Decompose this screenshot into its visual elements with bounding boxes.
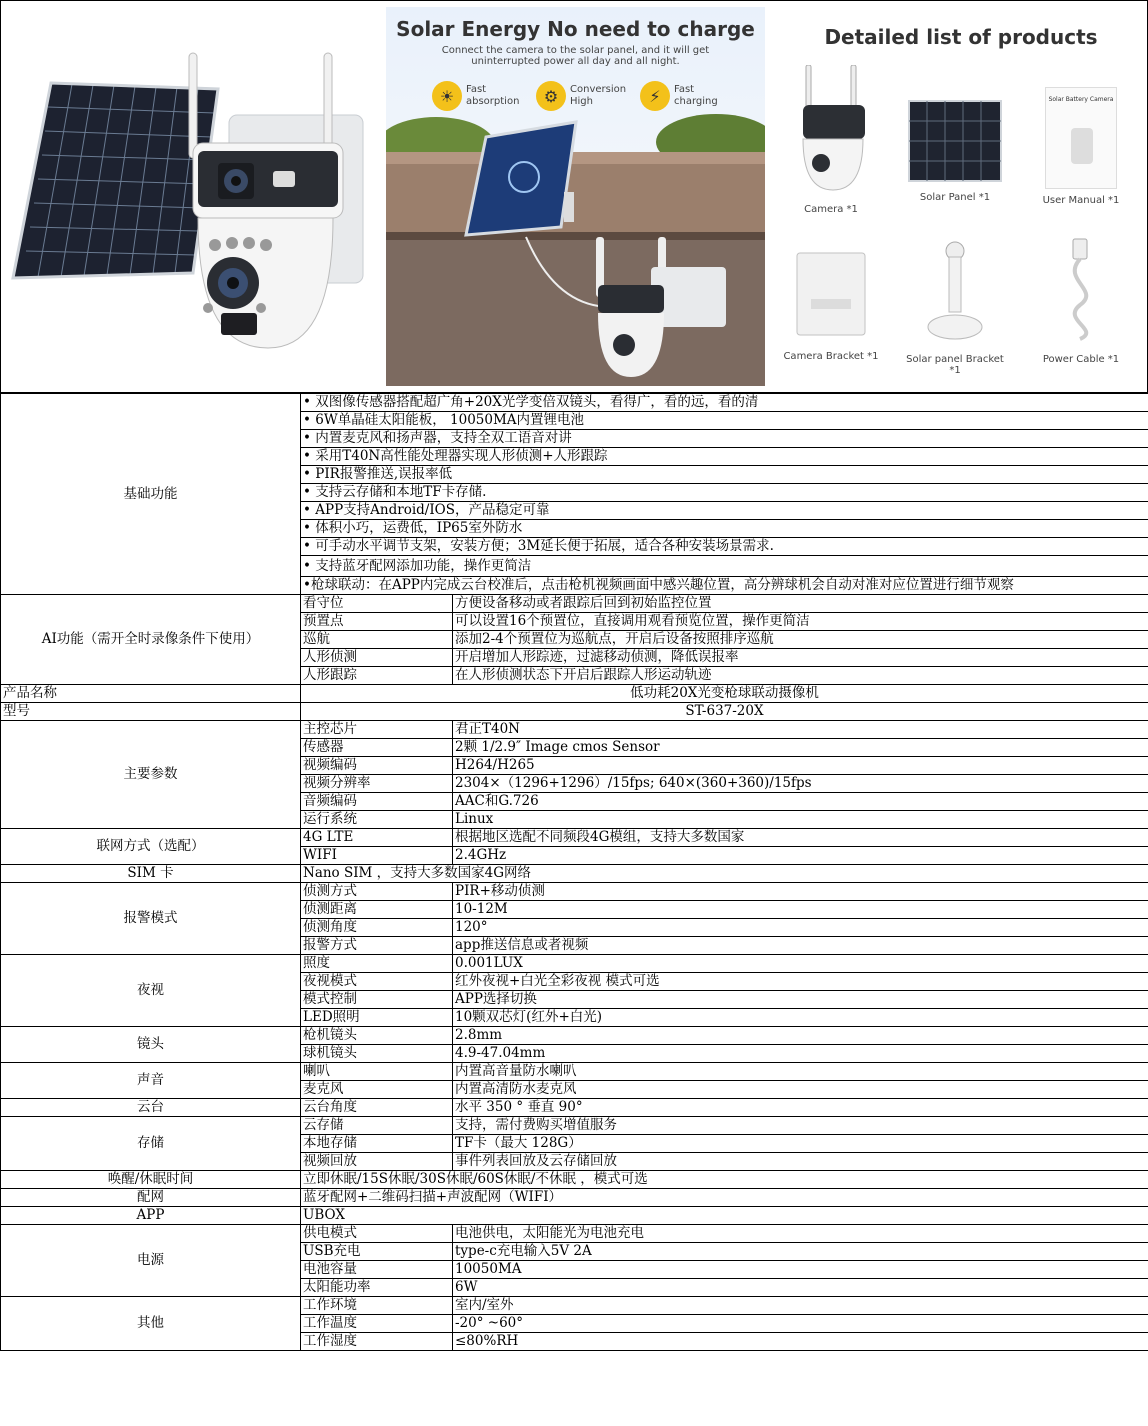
- category-label: AI功能（需开全时录像条件下使用）: [1, 595, 301, 685]
- category-label: 电源: [1, 1225, 301, 1297]
- param-value: -20° ~60°: [453, 1315, 1148, 1333]
- param-value: 可以设置16个预置位，直接调用观看预览位置，操作更简洁: [453, 613, 1148, 631]
- param-name: 主控芯片: [301, 721, 453, 739]
- param-name: 喇叭: [301, 1063, 453, 1081]
- param-name: 电池容量: [301, 1261, 453, 1279]
- category-label: 型号: [1, 703, 301, 721]
- param-value: 内置高清防水麦克风: [453, 1081, 1148, 1099]
- table-row: [1, 1063, 1148, 1081]
- table-row: [1, 685, 1148, 703]
- category-label: 镜头: [1, 1027, 301, 1063]
- param-name: 音频编码: [301, 793, 453, 811]
- feature-item: • 双图像传感器搭配超广角+20X光学变倍双镜头，看得广，看的远，看的清: [301, 394, 1148, 412]
- table-row: [1, 595, 1148, 613]
- solar-subtitle: Connect the camera to the solar panel, and it will get uninterrupted power all day and all night.: [441, 45, 710, 67]
- param-value: 10颗双芯灯(红外+白光): [453, 1009, 1148, 1027]
- param-name: 供电模式: [301, 1225, 453, 1243]
- param-value: ≤80%RH: [453, 1333, 1148, 1351]
- param-name: 球机镜头: [301, 1045, 453, 1063]
- param-name: 视频回放: [301, 1153, 453, 1171]
- param-name: 巡航: [301, 631, 453, 649]
- category-label: 基础功能: [1, 394, 301, 595]
- product-user-manual: Solar Battery Camera User Manual *1: [1026, 87, 1136, 206]
- feature-item: • 支持蓝牙配网添加功能，操作更简洁: [301, 556, 1148, 577]
- param-value: AAC和G.726: [453, 793, 1148, 811]
- param-name: 照度: [301, 955, 453, 973]
- param-value: 10050MA: [453, 1261, 1148, 1279]
- table-row: [1, 1027, 1148, 1045]
- param-name: 传感器: [301, 739, 453, 757]
- param-value: 在人形侦测状态下开启后跟踪人形运动轨迹: [453, 667, 1148, 685]
- param-name: 模式控制: [301, 991, 453, 1009]
- param-value: 0.001LUX: [453, 955, 1148, 973]
- product-list-title: Detailed list of products: [824, 25, 1098, 49]
- solar-title: Solar Energy No need to charge: [396, 17, 755, 41]
- param-value: Nano SIM ，支持大多数国家4G网络: [301, 865, 1148, 883]
- param-value: 2.8mm: [453, 1027, 1148, 1045]
- table-row: [1, 394, 1148, 412]
- param-value: type-c充电输入5V 2A: [453, 1243, 1148, 1261]
- param-value: 红外夜视+白光全彩夜视 模式可选: [453, 973, 1148, 991]
- param-value: H264/H265: [453, 757, 1148, 775]
- lightning-icon: ⚡: [640, 81, 670, 111]
- param-value: 蓝牙配网+二维码扫描+声波配网（WIFI）: [301, 1189, 1148, 1207]
- spec-table: [0, 393, 1148, 1351]
- param-value: 2304×（1296+1296）/15fps; 640×(360+360)/15fps: [453, 775, 1148, 793]
- table-row: [1, 1171, 1148, 1189]
- param-name: 工作环境: [301, 1297, 453, 1315]
- param-name: 预置点: [301, 613, 453, 631]
- param-value: 支持，需付费购买增值服务: [453, 1117, 1148, 1135]
- param-name: USB充电: [301, 1243, 453, 1261]
- table-row: [1, 865, 1148, 883]
- gear-icon: ⚙: [536, 81, 566, 111]
- manual-icon: Solar Battery Camera: [1045, 87, 1117, 189]
- solar-scene-illustration: [386, 7, 765, 386]
- bracket-icon: [791, 247, 871, 342]
- param-name: 太阳能功率: [301, 1279, 453, 1297]
- param-name: 夜视模式: [301, 973, 453, 991]
- param-name: 视频编码: [301, 757, 453, 775]
- param-value: 添加2-4个预置位为巡航点，开启后设备按照排序巡航: [453, 631, 1148, 649]
- solar-energy-panel: [386, 7, 765, 386]
- category-label: 云台: [1, 1099, 301, 1117]
- camera-photo: [3, 3, 378, 391]
- param-value: 根据地区选配不同频段4G模组，支持大多数国家: [453, 829, 1148, 847]
- camera-icon: [791, 65, 871, 195]
- table-row: [1, 1225, 1148, 1243]
- table-row: [1, 829, 1148, 847]
- param-value: TF卡（最大 128G）: [453, 1135, 1148, 1153]
- category-label: 其他: [1, 1297, 301, 1351]
- category-label: 唤醒/休眠时间: [1, 1171, 301, 1189]
- cable-icon: [1051, 235, 1111, 345]
- param-value: APP选择切换: [453, 991, 1148, 1009]
- param-name: 本地存储: [301, 1135, 453, 1153]
- feature-item: • 采用T40N高性能处理器实现人形侦测+人形跟踪: [301, 448, 1148, 466]
- param-value: PIR+移动侦测: [453, 883, 1148, 901]
- param-name: 云台角度: [301, 1099, 453, 1117]
- category-label: APP: [1, 1207, 301, 1225]
- param-name: 工作湿度: [301, 1333, 453, 1351]
- feature-item: • 6W单晶硅太阳能板， 10050MA内置锂电池: [301, 412, 1148, 430]
- table-row: [1, 1099, 1148, 1117]
- param-name: 看守位: [301, 595, 453, 613]
- table-row: [1, 1297, 1148, 1315]
- category-label: 存储: [1, 1117, 301, 1171]
- table-row: [1, 1117, 1148, 1135]
- solar-panel-icon: [907, 99, 1003, 183]
- param-value: 2.4GHz: [453, 847, 1148, 865]
- param-name: 侦测角度: [301, 919, 453, 937]
- feature-item: • 内置麦克风和扬声器，支持全双工语音对讲: [301, 430, 1148, 448]
- table-row: [1, 883, 1148, 901]
- param-name: 人形侦测: [301, 649, 453, 667]
- table-row: [1, 1189, 1148, 1207]
- param-name: 麦克风: [301, 1081, 453, 1099]
- table-row: [1, 721, 1148, 739]
- feature-fast-absorption: ☀ Fast absorption: [432, 81, 524, 111]
- param-name: 枪机镜头: [301, 1027, 453, 1045]
- solar-camera-illustration: [3, 3, 378, 391]
- param-value: app推送信息或者视频: [453, 937, 1148, 955]
- param-value: 内置高音量防水喇叭: [453, 1063, 1148, 1081]
- param-name: 运行系统: [301, 811, 453, 829]
- category-label: SIM 卡: [1, 865, 301, 883]
- feature-item: • PIR报警推送,误报率低: [301, 466, 1148, 484]
- product-solar-panel-bracket: Solar panel Bracket *1: [900, 235, 1010, 376]
- param-name: 工作温度: [301, 1315, 453, 1333]
- category-label: 夜视: [1, 955, 301, 1027]
- param-value: 立即休眠/15S休眠/30S休眠/60S休眠/不休眠 ，模式可选: [301, 1171, 1148, 1189]
- param-name: 侦测距离: [301, 901, 453, 919]
- table-row: [1, 703, 1148, 721]
- param-name: 云存储: [301, 1117, 453, 1135]
- param-value: 电池供电，太阳能光为电池充电: [453, 1225, 1148, 1243]
- param-name: WIFI: [301, 847, 453, 865]
- param-value: UBOX: [301, 1207, 1148, 1225]
- param-value: 君正T40N: [453, 721, 1148, 739]
- feature-item: • 可手动水平调节支架，安装方便；3M延长便于拓展，适合各种安装场景需求.: [301, 538, 1148, 556]
- stand-icon: [920, 235, 990, 345]
- table-row: [1, 955, 1148, 973]
- feature-fast-charging: ⚡ Fast charging: [640, 81, 722, 111]
- category-label: 配网: [1, 1189, 301, 1207]
- feature-item: • 体积小巧，运费低，IP65室外防水: [301, 520, 1148, 538]
- param-value: 室内/室外: [453, 1297, 1148, 1315]
- category-label: 产品名称: [1, 685, 301, 703]
- param-value: 2颗 1/2.9″ Image cmos Sensor: [453, 739, 1148, 757]
- category-label: 主要参数: [1, 721, 301, 829]
- feature-item: • APP支持Android/IOS，产品稳定可靠: [301, 502, 1148, 520]
- param-value: ST-637-20X: [301, 703, 1148, 721]
- sun-icon: ☀: [432, 81, 462, 111]
- param-value: 4.9-47.04mm: [453, 1045, 1148, 1063]
- product-power-cable: Power Cable *1: [1026, 235, 1136, 365]
- category-label: 声音: [1, 1063, 301, 1099]
- feature-conversion-high: ⚙ Conversion High: [536, 81, 630, 111]
- param-name: LED照明: [301, 1009, 453, 1027]
- param-value: 10-12M: [453, 901, 1148, 919]
- param-value: 开启增加人形踪迹，过滤移动侦测，降低误报率: [453, 649, 1148, 667]
- product-list-panel: [776, 7, 1146, 386]
- param-value: Linux: [453, 811, 1148, 829]
- param-name: 4G LTE: [301, 829, 453, 847]
- feature-item: • 支持云存储和本地TF卡存储.: [301, 484, 1148, 502]
- product-camera: Camera *1: [776, 65, 886, 215]
- product-camera-bracket: Camera Bracket *1: [776, 247, 886, 362]
- product-solar-panel: Solar Panel *1: [900, 99, 1010, 203]
- product-banner: [0, 0, 1148, 393]
- param-name: 视频分辨率: [301, 775, 453, 793]
- param-value: 方便设备移动或者跟踪后回到初始监控位置: [453, 595, 1148, 613]
- param-name: 侦测方式: [301, 883, 453, 901]
- param-value: 120°: [453, 919, 1148, 937]
- param-name: 人形跟踪: [301, 667, 453, 685]
- param-value: 事件列表回放及云存储回放: [453, 1153, 1148, 1171]
- category-label: 报警模式: [1, 883, 301, 955]
- category-label: 联网方式（选配）: [1, 829, 301, 865]
- param-value: 水平 350 ° 垂直 90°: [453, 1099, 1148, 1117]
- table-row: [1, 1207, 1148, 1225]
- feature-item: •枪球联动：在APP内完成云台校准后，点击枪机视频画面中感兴趣位置，高分辨球机会自动对准对应位置进行细节观察: [301, 577, 1148, 595]
- param-value: 低功耗20X光变枪球联动摄像机: [301, 685, 1148, 703]
- param-name: 报警方式: [301, 937, 453, 955]
- param-value: 6W: [453, 1279, 1148, 1297]
